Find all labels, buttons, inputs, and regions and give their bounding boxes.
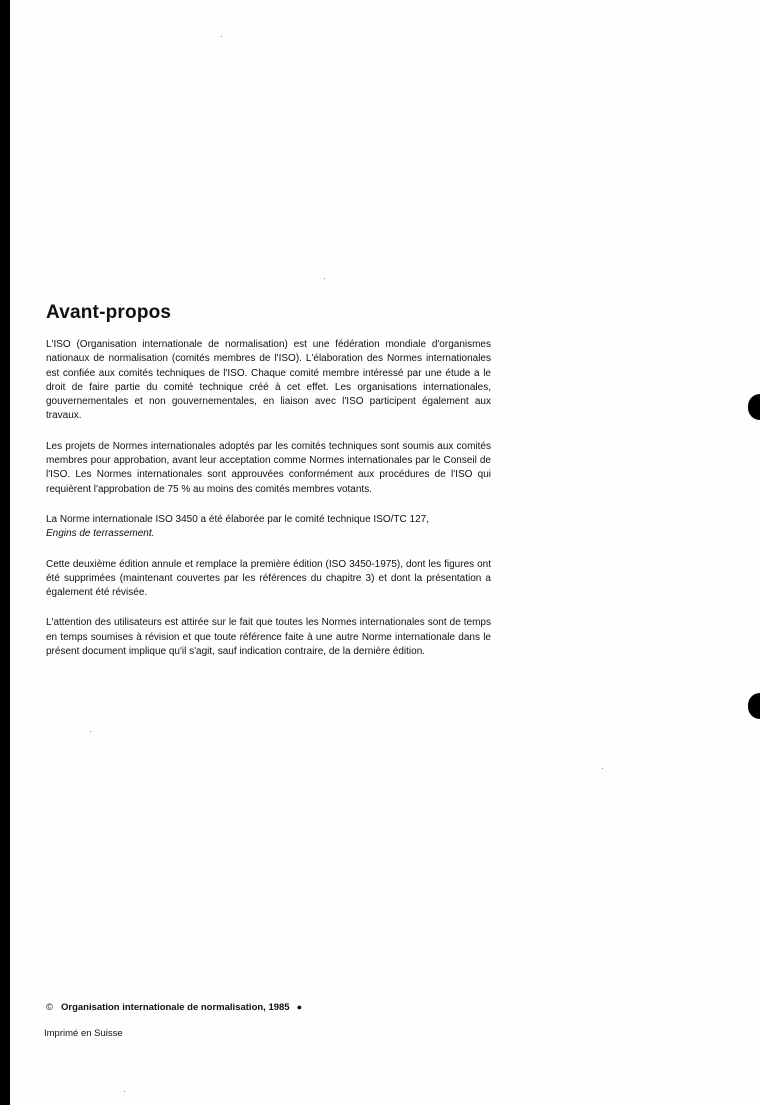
paragraph-edition-note: Cette deuxième édition annule et remplace la première édition (ISO 3450-1975), dont les figures ont été supprimées (maintenant couvertes par les références du chapitre 3) et dont la présentation a également été révisée. [46,558,491,599]
paragraph-approval-process: Les projets de Normes internationales adoptés par les comités techniques sont soumis aux comités membres pour approbation, avant leur acceptation comme Normes internationales par le Conseil de l'ISO. Les Normes internationales sont approuvées conformément aux procédures de l'ISO qui requièrent l'approbation de 75 % au moins des comités membres votants. [46,440,491,495]
scan-left-edge [0,0,10,1105]
printed-in-label: Imprimé en Suisse [44,1028,123,1039]
punch-hole-upper [748,394,760,420]
committee-title: Engins de terrassement. [46,528,155,540]
punch-hole-lower [748,693,760,719]
scan-speck [221,36,222,37]
copyright-text: Organisation internationale de normalisation, 1985 [61,1002,290,1013]
paragraph-standard-origin [46,513,491,542]
paragraph-revision-note: L'attention des utilisateurs est attirée sur le fait que toutes les Normes internationales sont de temps en temps soumises à révision et que toute référence faite à une autre Norme internationale dans le présent document implique qu'il s'agit, sauf indication contraire, de la dernière édition. [46,617,491,658]
copyright-symbol: © [46,1002,53,1013]
copyright-line [46,1002,302,1013]
scan-speck [124,1091,125,1092]
foreword-body [46,338,491,675]
foreword-title: Avant-propos [46,302,172,323]
paragraph-iso-overview: L'ISO (Organisation internationale de normalisation) est une fédération mondiale d'organismes nationaux de normalisation (comités membres de l'ISO). L'élaboration des Normes internationales est confiée aux comités techniques de l'ISO. Chaque comité membre intéressé par une étude a le droit de faire partie du comité technique créé à cet effet. Les organisations internationales, gouvernementales et non gouvernementales, en liaison avec l'ISO participent également aux travaux. [46,339,491,422]
scan-speck [90,731,91,732]
scan-speck [602,768,603,769]
standard-origin-text: La Norme internationale ISO 3450 a été élaborée par le comité technique ISO/TC 127, [46,513,430,525]
scan-speck [324,278,325,279]
bullet-dot: ● [296,1002,303,1012]
